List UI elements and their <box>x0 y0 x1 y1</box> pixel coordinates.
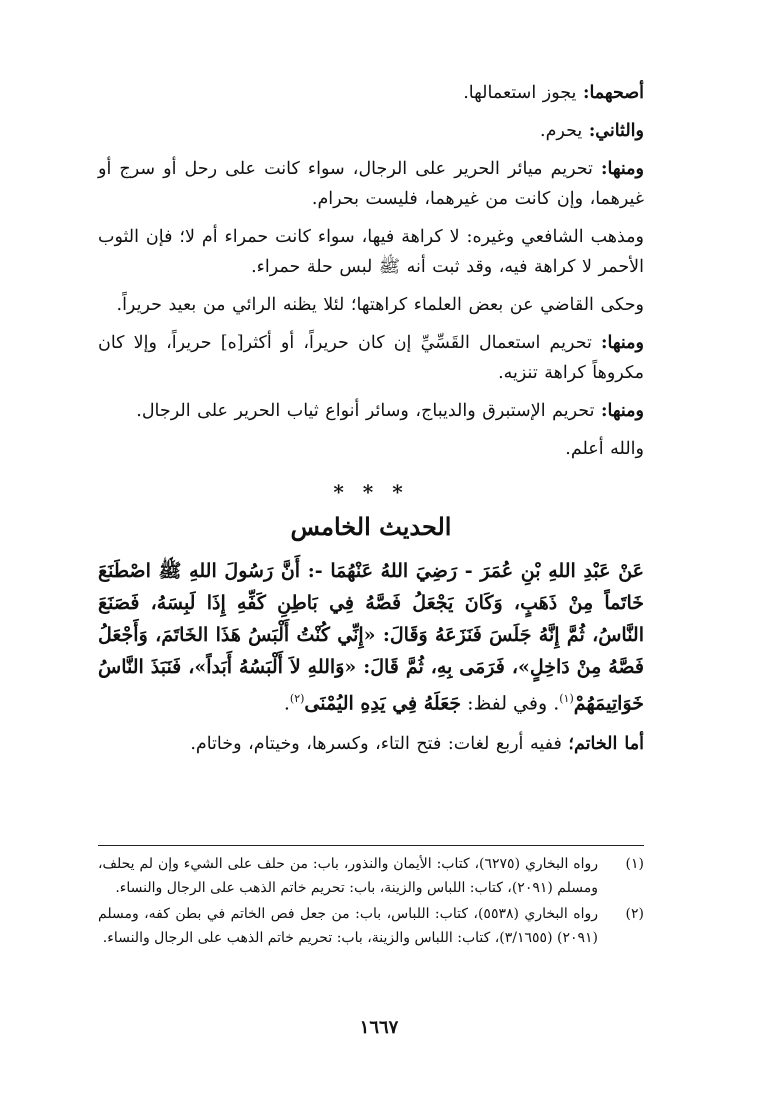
footnote-1 <box>98 852 644 900</box>
page-number: ١٦٦٧ <box>359 1017 399 1038</box>
main-text <box>98 78 644 767</box>
hadith-text: عَنْ عَبْدِ اللهِ بْنِ عُمَرَ - رَضِيَ اللهُ عَنْهُمَا -: أَنَّ رَسُولَ اللهِ ﷺ اصْطَنَعَ خَاتَماً مِنْ ذَهَبٍ، وَكَانَ يَجْعَلُ فَصَّهُ فِي بَاطِنِ كَفِّهِ إِذَا لَبِسَهُ، فَصَنَعَ النَّاسُ، ثُمَّ إِنَّهُ جَلَسَ فَنَزَعَهُ وَقَالَ: «إِنِّي كُنْتُ أَلْبَسُ هَذَا الخَاتَمَ، وَأَجْعَلُ فَصَّهُ مِنْ دَاخِلٍ»، فَرَمَى بِهِ، ثُمَّ قَالَ: «وَاللهِ لاَ أَلْبَسُهُ أَبَداً»، فَنَبَذَ النَّاسُ خَوَاتِيمَهُمْ$^{(١)}$. وفي لفظ: جَعَلَهُ فِي يَدِهِ اليُمْنَى$^{(٢)}$. <box>98 560 644 715</box>
paragraph-8: والله أعلم. <box>565 439 644 459</box>
paragraph-1: أصحهما: يجوز استعمالها. <box>463 83 644 103</box>
footnote-ref-2[interactable]: (٢) <box>289 692 305 705</box>
paragraph-6: ومنها: تحريم استعمال القَسِّيِّ إن كان حريراً، أو أكثر[ه] حريراً، وإلا كان مكروهاً كراهة تنزيه. <box>98 333 644 383</box>
footnote-text: رواه البخاري (٥٥٣٨)، كتاب: اللباس، باب: من جعل فص الخاتم في بطن كفه، ومسلم (٢٠٩١) (٣/١٦٥٥)، كتاب: اللباس والزينة، باب: تحريم خاتم الذهب على الرجال والنساء. <box>98 906 598 946</box>
paragraph-2: والثاني: يحرم. <box>540 121 644 141</box>
footnote-number: (١) <box>625 856 644 872</box>
paragraph-4: ومذهب الشافعي وغيره: لا كراهة فيها، سواء كانت حمراء أم لا؛ فإن الثوب الأحمر لا كراهة فيه، وقد ثبت أنه ﷺ لبس حلة حمراء. <box>98 227 644 277</box>
section-title: الحديث الخامس <box>290 512 452 541</box>
final-paragraph: أما الخاتم؛ ففيه أربع لغات: فتح التاء، وكسرها، وخيتام، وخاتام. <box>190 734 644 755</box>
footnote-divider <box>98 845 644 846</box>
footnote-number: (٢) <box>625 906 644 922</box>
footnote-2 <box>98 902 644 950</box>
paragraph-3: ومنها: تحريم ميائر الحرير على الرجال، سواء كانت على رحل أو سرج أو غيرهما، وإن كانت من غيرهما، فليست بحرام. <box>98 159 644 209</box>
footnotes <box>98 852 644 952</box>
paragraph-5: وحكى القاضي عن بعض العلماء كراهتها؛ لئلا يظنه الرائي من بعيد حريراً. <box>116 295 644 315</box>
footnote-text: رواه البخاري (٦٢٧٥)، كتاب: الأيمان والنذور، باب: من حلف على الشيء وإن لم يحلف، ومسلم (٢٠٩١)، كتاب: اللباس والزينة، باب: تحريم خاتم الذهب على الرجال والنساء. <box>98 856 598 896</box>
section-separator: * * * <box>333 480 409 504</box>
footnote-ref-1[interactable]: (١) <box>559 692 574 705</box>
paragraph-7: ومنها: تحريم الإستبرق والديباج، وسائر أنواع ثياب الحرير على الرجال. <box>136 401 644 421</box>
